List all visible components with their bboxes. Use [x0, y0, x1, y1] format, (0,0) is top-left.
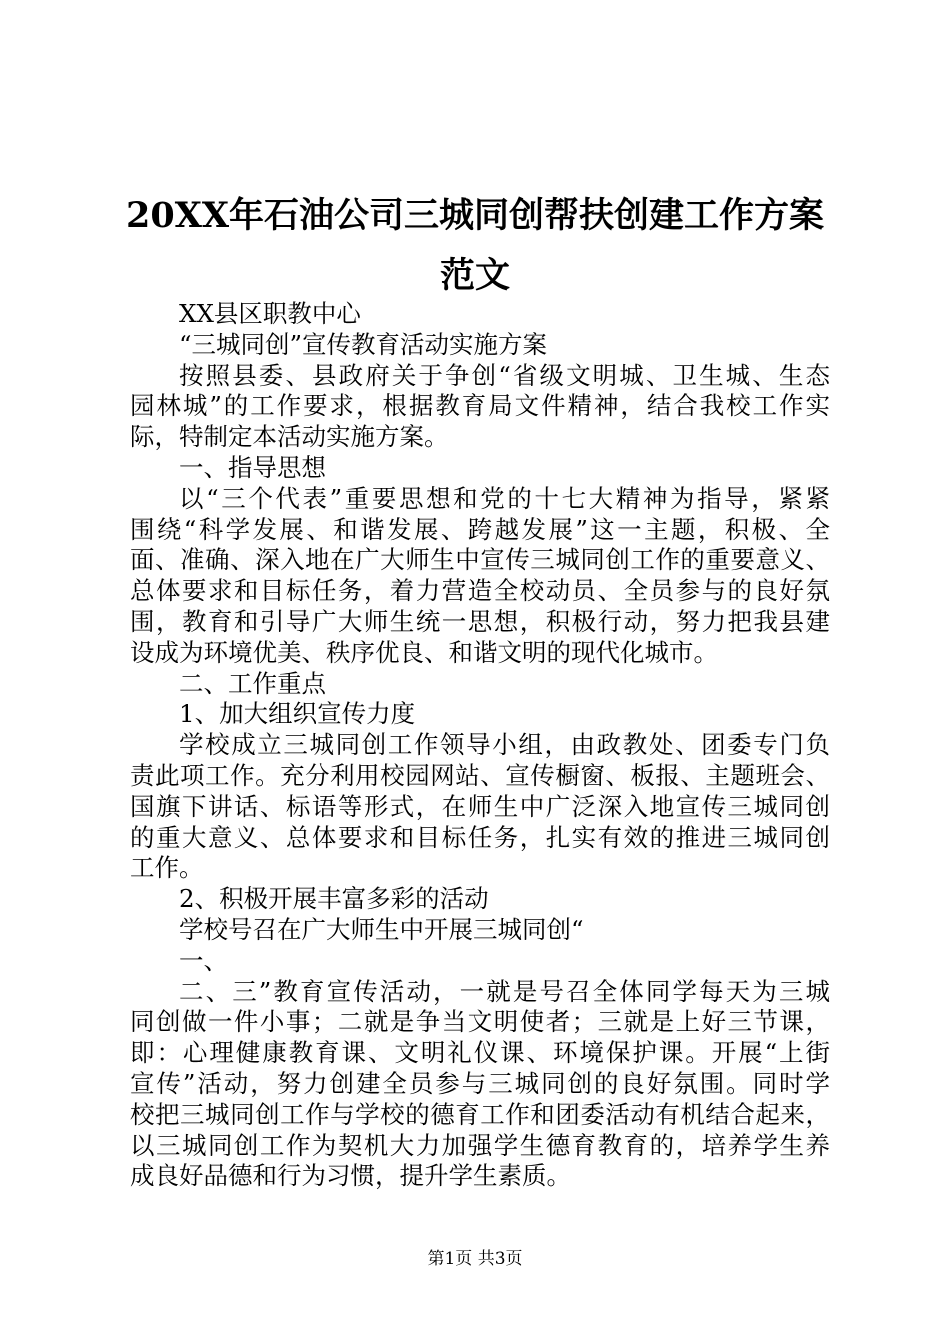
body-text-line: 按照县委、县政府关于争创“省级文明城、卫生城、生态 [179, 360, 830, 390]
body-text-line: 园林城”的工作要求，根据教育局文件精神，结合我校工作实 [130, 391, 830, 421]
body-text-line: 际，特制定本活动实施方案。 [130, 422, 449, 452]
body-text-line: 国旗下讲话、标语等形式，在师生中广泛深入地宣传三城同创 [130, 791, 830, 821]
body-text-line: 围，教育和引导广大师生统一思想，积极行动，努力把我县建 [130, 606, 830, 636]
body-text-line: 责此项工作。充分利用校园网站、宣传橱窗、板报、主题班会、 [130, 760, 830, 790]
body-text-line: 工作。 [130, 853, 204, 883]
body-text-line: 一、 [179, 945, 228, 975]
body-text-line: 成良好品德和行为习惯，提升学生素质。 [130, 1161, 571, 1191]
body-text-line: 即：心理健康教育课、文明礼仪课、环境保护课。开展“上街 [130, 1038, 830, 1068]
page-footer: 第1页 共3页 [427, 1249, 523, 1269]
body-text-line: 1、加大组织宣传力度 [179, 699, 416, 729]
body-text-line: 同创做一件小事；二就是争当文明使者；三就是上好三节课， [130, 1007, 830, 1037]
body-text-line: 面、准确、深入地在广大师生中宣传三城同创工作的重要意义、 [130, 545, 830, 575]
body-text-line: 学校成立三城同创工作领导小组，由政教处、团委专门负 [179, 730, 830, 760]
body-text-line: 宣传”活动，努力创建全员参与三城同创的良好氛围。同时学 [130, 1068, 830, 1098]
body-text-line: 二、三”教育宣传活动，一就是号召全体同学每天为三城 [179, 976, 830, 1006]
body-text-line: 总体要求和目标任务，着力营造全校动员、全员参与的良好氛 [130, 576, 830, 606]
body-text-line: 设成为环境优美、秩序优良、和谐文明的现代化城市。 [130, 637, 718, 667]
body-text-line: “三城同创”宣传教育活动实施方案 [179, 329, 548, 359]
body-text-line: 学校号召在广大师生中开展三城同创“ [179, 914, 584, 944]
document-title-line-2: 范文 [439, 255, 510, 296]
body-text-line: XX县区职教中心 [179, 299, 361, 328]
body-text-line: 的重大意义、总体要求和目标任务，扎实有效的推进三城同创 [130, 822, 830, 852]
body-text-line: 一、指导思想 [179, 452, 326, 482]
body-text-line: 围绕“科学发展、和谐发展、跨越发展”这一主题，积极、全 [130, 514, 830, 544]
body-text-line: 校把三城同创工作与学校的德育工作和团委活动有机结合起来， [130, 1099, 830, 1129]
body-text-line: 以“三个代表”重要思想和党的十七大精神为指导，紧紧 [179, 483, 830, 513]
document-title-line-1: 20XX年石油公司三城同创帮扶创建工作方案 [125, 195, 825, 236]
body-text-line: 2、积极开展丰富多彩的活动 [179, 884, 489, 914]
document-body [130, 299, 830, 1192]
body-text-line: 以三城同创工作为契机大力加强学生德育教育的，培养学生养 [130, 1130, 830, 1160]
body-text-line: 二、工作重点 [179, 668, 326, 698]
